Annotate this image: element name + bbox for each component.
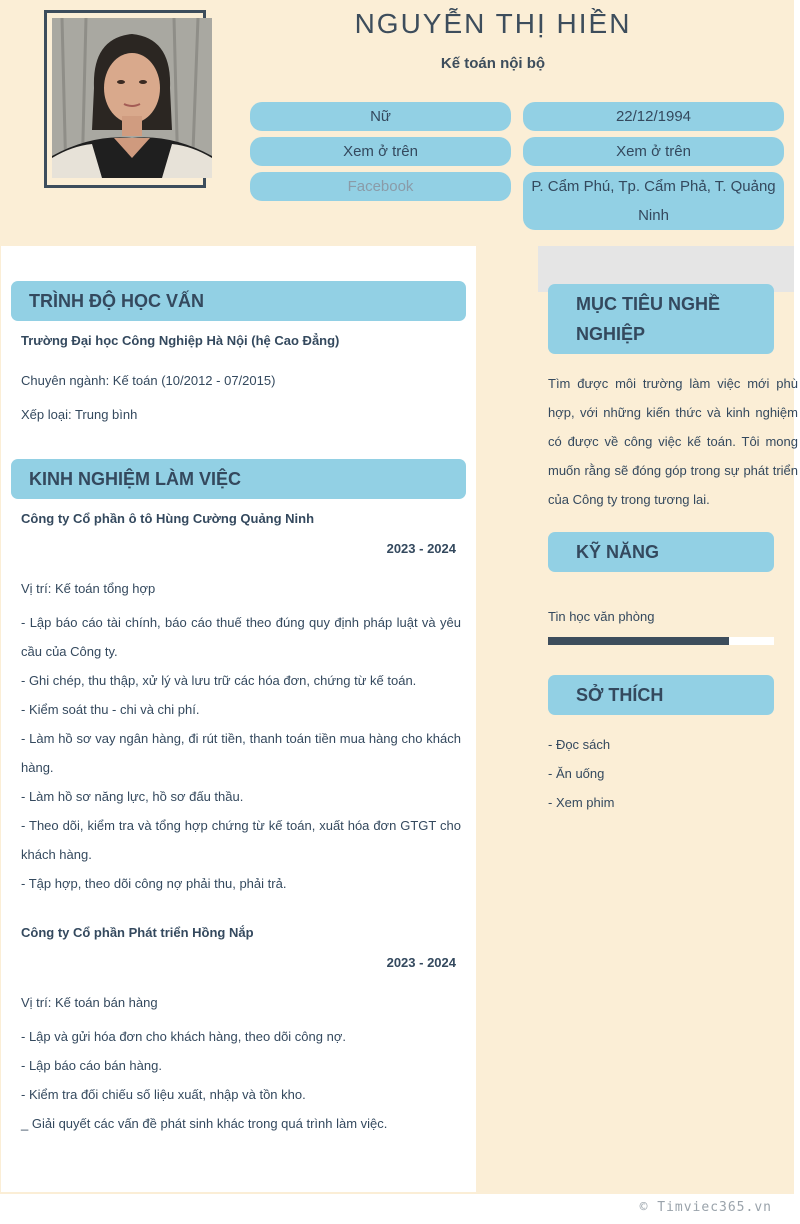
address-field: P. Cẩm Phú, Tp. Cẩm Phả, T. Quảng Ninh (523, 172, 784, 230)
school-name: Trường Đại học Công Nghiệp Hà Nội (hệ Cao Đẳng) (21, 333, 340, 348)
skill-bar-fill (548, 637, 729, 645)
job-1-detail: - Ghi chép, thu thập, xử lý và lưu trữ các hóa đơn, chứng từ kế toán. (21, 673, 417, 688)
job-2-detail: - Kiểm tra đối chiếu số liệu xuất, nhập và tồn kho. (21, 1087, 306, 1102)
objective-heading: MỤC TIÊU NGHỀ NGHIỆP (548, 284, 774, 354)
job-1-detail: - Làm hồ sơ vay ngân hàng, đi rút tiền, thanh toán tiền mua hàng cho khách hàng. (21, 731, 461, 775)
hobby-item: - Xem phim (548, 795, 615, 810)
hobby-item: - Đọc sách (548, 737, 611, 752)
job-1-detail: - Làm hồ sơ năng lực, hồ sơ đấu thầu. (21, 789, 244, 804)
education-heading: TRÌNH ĐỘ HỌC VẤN (11, 281, 466, 321)
job-2-company: Công ty Cổ phần Phát triển Hồng Nắp (21, 925, 254, 940)
job-1-position: Vị trí: Kế toán tổng hợp (21, 581, 156, 596)
job-title: Kế toán nội bộ (440, 55, 546, 72)
education-rank: Xếp loại: Trung bình (21, 407, 138, 422)
skill-bar (548, 637, 774, 645)
skill-name: Tin học văn phòng (548, 609, 655, 624)
avatar (52, 18, 212, 178)
job-1-detail: - Lập báo cáo tài chính, báo cáo thuế theo đúng quy định pháp luật và yêu cầu của Công ty. (21, 615, 461, 659)
facebook-link[interactable]: Facebook (250, 172, 511, 201)
job-2-position: Vị trí: Kế toán bán hàng (21, 995, 158, 1010)
job-1-detail: - Theo dõi, kiểm tra và tổng hợp chứng từ kế toán, xuất hóa đơn GTGT cho khách hàng. (21, 818, 461, 862)
experience-heading: KINH NGHIỆM LÀM VIỆC (11, 459, 466, 499)
job-1-period: 2023 - 2024 (386, 541, 456, 556)
hobby-item: - Ăn uống (548, 766, 605, 781)
objective-text: Tìm được môi trường làm việc mới phù hợp, với những kiến thức và kinh nghiệm có được về công việc kế toán. Tôi mong muốn rằng sẽ đóng góp trong sự phát triển của Công ty trong tương lai. (548, 376, 798, 507)
job-1-detail: - Kiểm soát thu - chi và chi phí. (21, 702, 200, 717)
job-1-detail: - Tập hợp, theo dõi công nợ phải thu, phải trả. (21, 876, 287, 891)
footer-watermark: © Timviec365.vn (639, 1200, 772, 1215)
education-major: Chuyên ngành: Kế toán (10/2012 - 07/2015) (21, 373, 276, 388)
candidate-name: NGUYỄN THỊ HIỀN (354, 8, 632, 39)
hobbies-heading: SỞ THÍCH (548, 675, 774, 715)
job-2-detail: - Lập báo cáo bán hàng. (21, 1058, 162, 1073)
birthdate-field: 22/12/1994 (523, 102, 784, 131)
job-2-detail: - Lập và gửi hóa đơn cho khách hàng, theo dõi công nợ. (21, 1029, 346, 1044)
skills-heading: KỸ NĂNG (548, 532, 774, 572)
job-1-company: Công ty Cổ phần ô tô Hùng Cường Quảng Ninh (21, 511, 315, 526)
gender-field: Nữ (250, 102, 511, 131)
job-2-period: 2023 - 2024 (386, 955, 456, 970)
job-2-detail: _ Giải quyết các vấn đề phát sinh khác trong quá trình làm việc. (21, 1116, 388, 1131)
email-field: Xem ở trên (523, 137, 784, 166)
phone-field: Xem ở trên (250, 137, 511, 166)
